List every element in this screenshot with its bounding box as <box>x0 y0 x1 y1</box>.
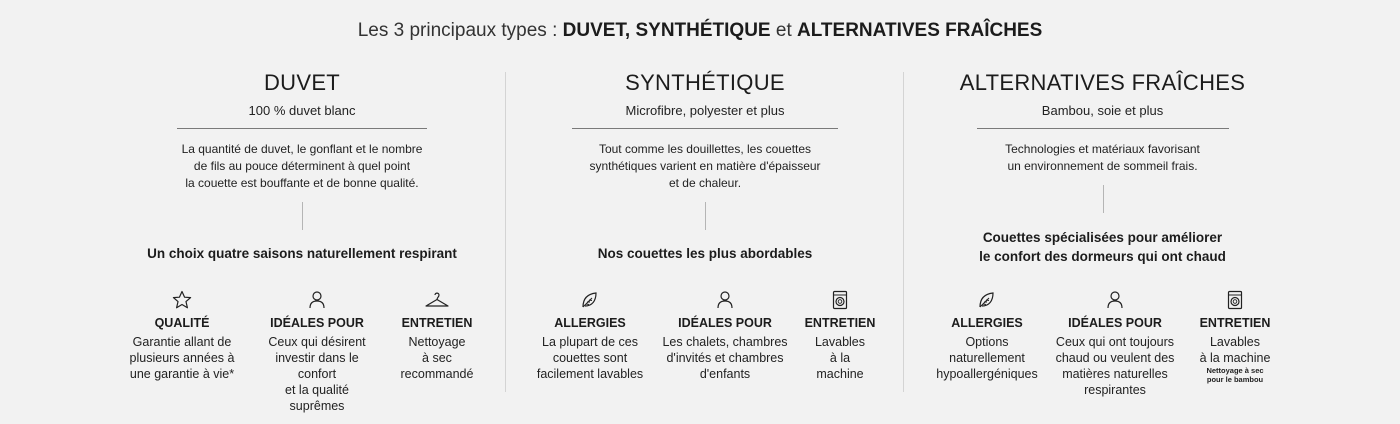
feature-heading: IDÉALES POUR <box>270 316 364 330</box>
column-title: ALTERNATIVES FRAÎCHES <box>959 70 1246 95</box>
feature-heading: ENTRETIEN <box>401 316 473 330</box>
page-headline <box>0 20 1400 42</box>
column-description: Technologies et matériaux favorisant un environnement de sommeil frais. <box>1005 142 1200 173</box>
feature-heading: IDÉALES POUR <box>1068 316 1162 330</box>
feature-text: Nettoyage à sec recommandé <box>400 335 474 381</box>
column-subtitle: 100 % duvet blanc <box>248 103 356 118</box>
leaf-icon <box>530 288 650 312</box>
washer-icon <box>800 288 880 312</box>
column-synthetique <box>515 70 895 390</box>
column-title: SYNTHÉTIQUE <box>625 70 785 95</box>
column-duvet <box>102 70 502 413</box>
person-icon <box>257 288 377 312</box>
feature-heading: QUALITÉ <box>154 316 210 330</box>
column-divider <box>505 72 506 392</box>
headline-type-alternatives: ALTERNATIVES FRAÎCHES <box>797 20 1043 41</box>
feature-footnote: Nettoyage à sec pour le bambou <box>1206 366 1264 384</box>
column-tagline: Nos couettes les plus abordables <box>597 246 813 261</box>
feature-allergies <box>530 288 650 382</box>
column-title: DUVET <box>263 70 341 95</box>
feature-text: La plupart de ces couettes sont facilement lavables <box>536 335 644 381</box>
feature-text: Lavables à la machine <box>814 335 866 381</box>
feature-text: Lavables à la machine <box>1199 335 1271 365</box>
person-icon <box>1045 288 1185 312</box>
column-tagline: Couettes spécialisées pour améliorer le confort des dormeurs qui ont chaud <box>979 230 1226 264</box>
title-underline <box>977 128 1229 129</box>
feature-care <box>1190 288 1280 384</box>
column-description: Tout comme les douillettes, les couettes synthétiques varient en matière d'épaisseur et de chaleur. <box>589 142 821 190</box>
headline-type-synthetique: SYNTHÉTIQUE <box>635 20 771 41</box>
feature-text: Garantie allant de plusieurs années à une garantie à vie* <box>129 335 235 381</box>
hanger-icon <box>387 288 487 312</box>
feature-heading: ENTRETIEN <box>1199 316 1271 330</box>
column-divider <box>903 72 904 392</box>
feature-heading: ALLERGIES <box>951 316 1023 330</box>
title-underline <box>177 128 427 129</box>
feature-text: Les chalets, chambres d'invités et chambres d'enfants <box>662 335 788 381</box>
feature-text: Options naturellement hypoallergéniques <box>936 335 1038 381</box>
column-description: La quantité de duvet, le gonflant et le nombre de fils au pouce déterminent à quel point la couette est bouffante et de bonne qualité. <box>181 142 423 190</box>
connector-line <box>1103 185 1104 213</box>
feature-ideal-for <box>257 288 377 414</box>
feature-heading: ENTRETIEN <box>804 316 876 330</box>
star-icon <box>122 288 242 312</box>
headline-type-duvet: DUVET, <box>562 20 631 41</box>
person-icon <box>655 288 795 312</box>
feature-allergies <box>927 288 1047 382</box>
feature-care <box>387 288 487 382</box>
feature-text: Ceux qui ont toujours chaud ou veulent des matières naturelles respirantes <box>1055 335 1175 397</box>
connector-line <box>302 202 303 230</box>
column-subtitle: Microfibre, polyester et plus <box>625 103 785 118</box>
leaf-icon <box>927 288 1047 312</box>
headline-prefix: Les 3 principaux types : <box>357 20 563 41</box>
headline-joiner: et <box>770 20 798 41</box>
connector-line <box>705 202 706 230</box>
washer-icon <box>1190 288 1280 312</box>
title-underline <box>572 128 838 129</box>
feature-ideal-for <box>1045 288 1185 398</box>
column-subtitle: Bambou, soie et plus <box>1041 103 1164 118</box>
feature-text: Ceux qui désirent investir dans le confort et la qualité suprêmes <box>268 335 366 413</box>
column-tagline: Un choix quatre saisons naturellement respirant <box>147 246 457 261</box>
feature-quality <box>122 288 242 382</box>
feature-heading: ALLERGIES <box>554 316 626 330</box>
feature-heading: IDÉALES POUR <box>678 316 772 330</box>
feature-care <box>800 288 880 382</box>
feature-ideal-for <box>655 288 795 382</box>
column-alternatives-fraiches <box>915 70 1290 397</box>
